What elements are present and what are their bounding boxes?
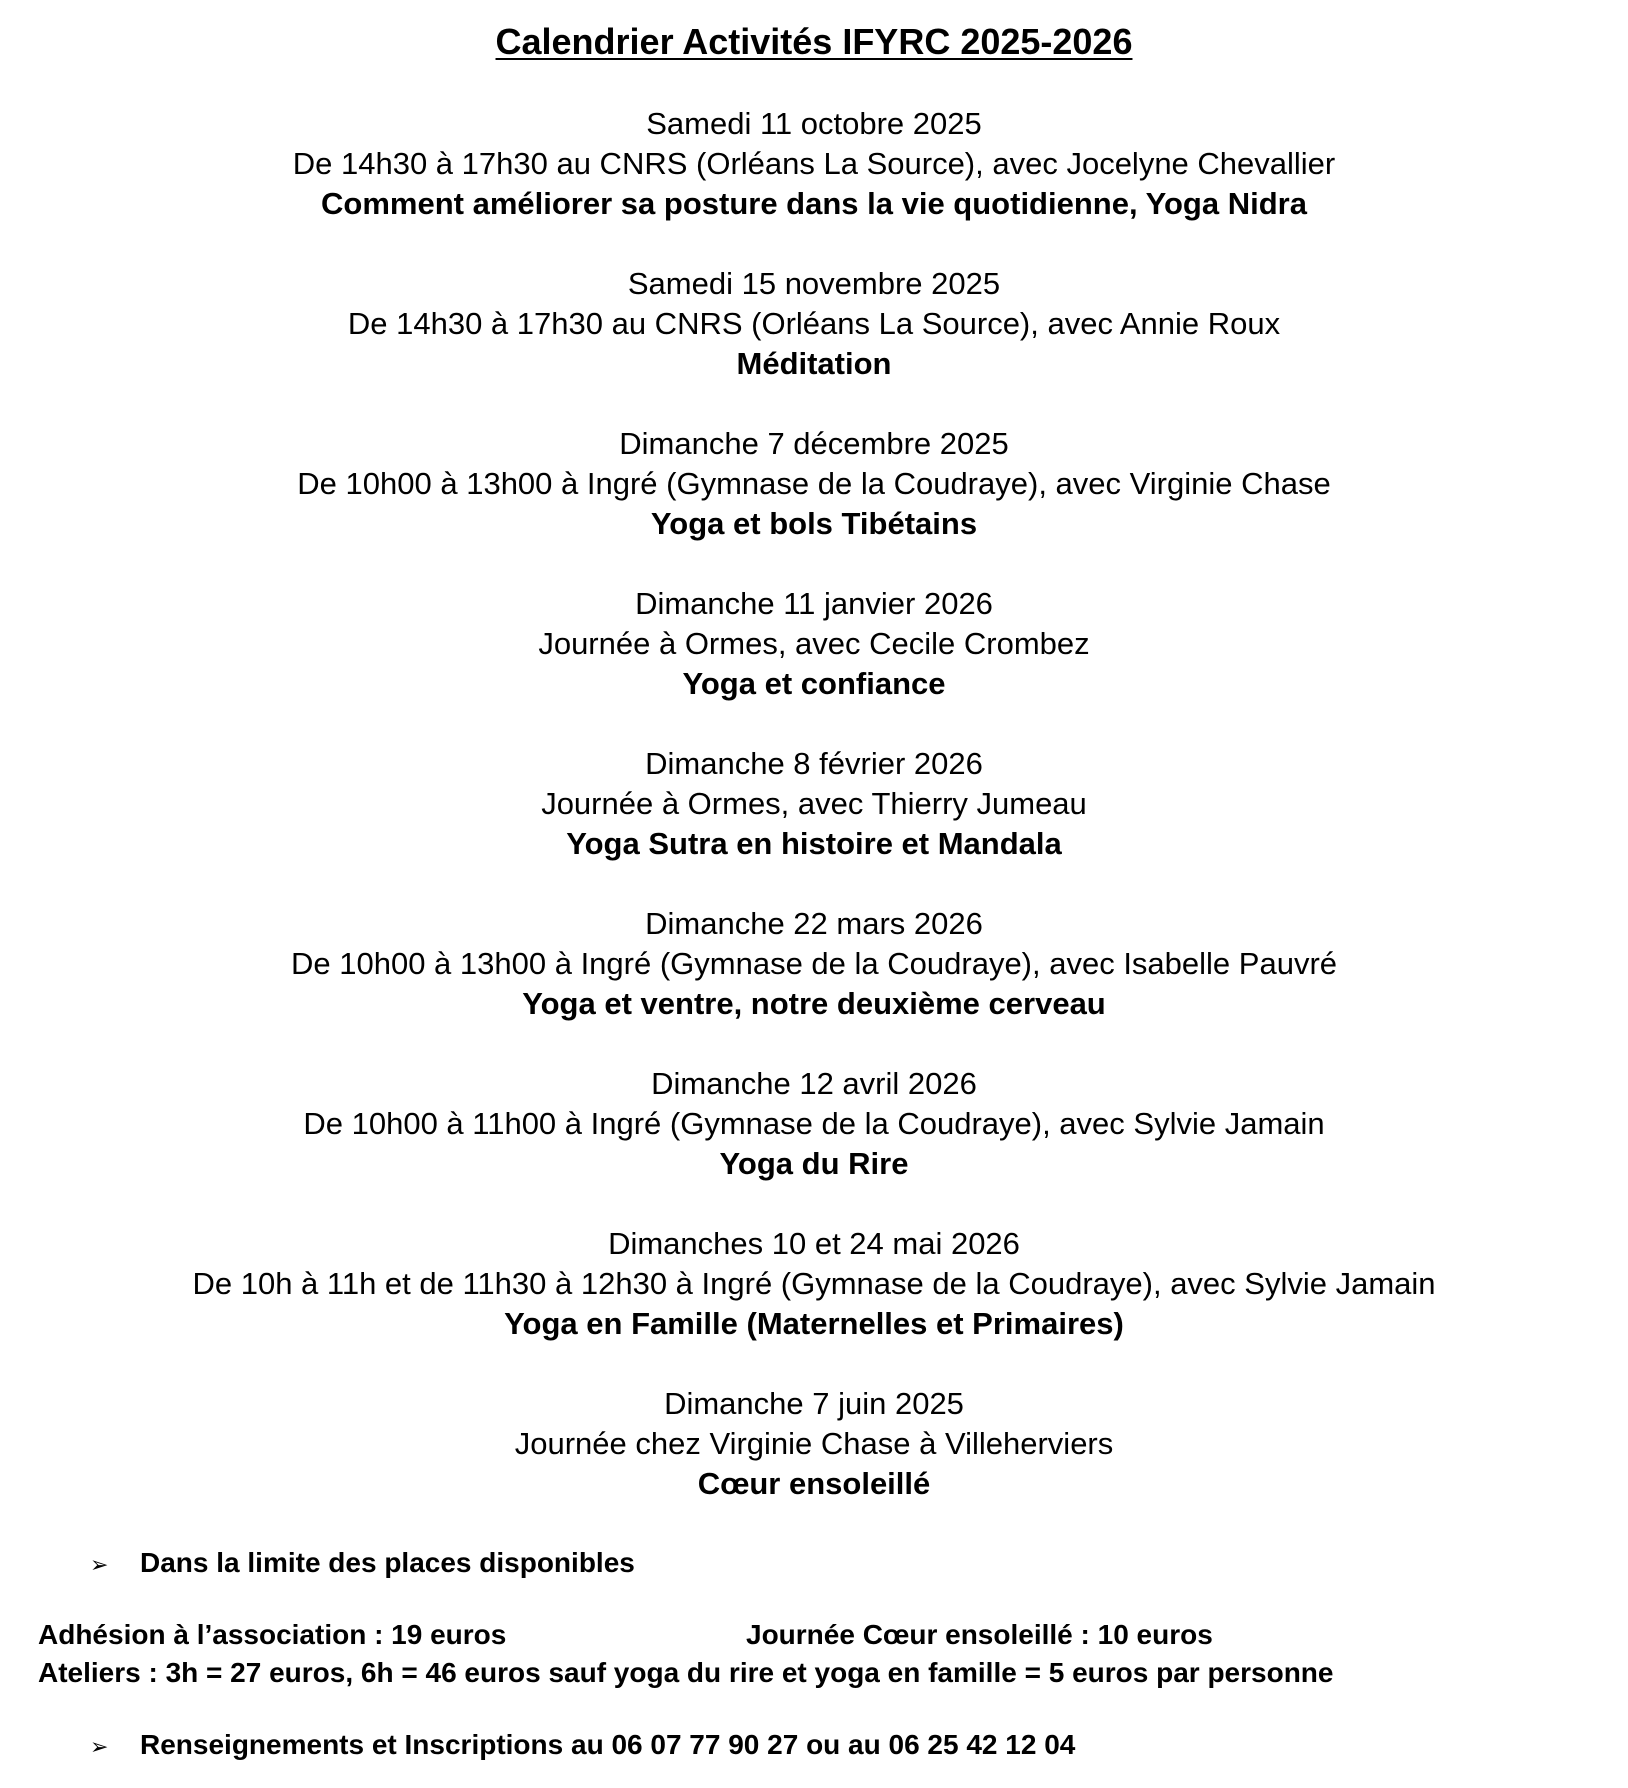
event-topic: Yoga et bols Tibétains [650,506,978,541]
event-item [0,264,1628,424]
event-date: Dimanche 8 février 2026 [645,746,983,781]
event-date: Dimanches 10 et 24 mai 2026 [608,1226,1020,1261]
event-detail: De 10h00 à 13h00 à Ingré (Gymnase de la Coudraye), avec Virginie Chase [297,466,1331,501]
event-date: Dimanche 7 juin 2025 [664,1386,964,1421]
event-item [0,584,1628,744]
event-date: Dimanche 11 janvier 2026 [635,586,993,621]
availability-note [90,1545,635,1583]
event-detail: Journée chez Virginie Chase à Villeherviers [514,1426,1114,1461]
event-topic: Yoga Sutra en histoire et Mandala [566,826,1062,861]
event-date: Dimanche 12 avril 2026 [651,1066,977,1101]
contact-text: Renseignements et Inscriptions au 06 07 77 90 27 ou au 06 25 42 12 04 [140,1729,1076,1760]
event-item [0,744,1628,904]
event-date: Samedi 15 novembre 2025 [627,266,1001,301]
event-detail: De 10h à 11h et de 11h30 à 12h30 à Ingré (Gymnase de la Coudraye), avec Sylvie Jamain [192,1266,1436,1301]
event-item [0,104,1628,264]
event-item [0,424,1628,584]
event-item [0,1064,1628,1224]
event-topic: Comment améliorer sa posture dans la vie quotidienne, Yoga Nidra [321,186,1307,221]
event-detail: De 14h30 à 17h30 au CNRS (Orléans La Source), avec Annie Roux [347,306,1281,341]
event-topic: Yoga en Famille (Maternelles et Primaires) [504,1306,1124,1341]
page-title [0,18,1628,66]
event-item [0,1224,1628,1384]
event-topic: Yoga et ventre, notre deuxième cerveau [522,986,1106,1021]
event-date: Dimanche 22 mars 2026 [645,906,983,941]
event-list [0,104,1628,1544]
event-item [0,1384,1628,1544]
event-topic: Yoga et confiance [682,666,946,701]
event-detail: Journée à Ormes, avec Cecile Crombez [538,626,1090,661]
page-title-text: Calendrier Activités IFYRC 2025-2026 [495,21,1133,62]
event-item [0,904,1628,1064]
arrow-bullet-icon: ➢ [90,1552,109,1577]
event-topic: Cœur ensoleillé [697,1466,931,1501]
event-detail: De 10h00 à 11h00 à Ingré (Gymnase de la Coudraye), avec Sylvie Jamain [303,1106,1325,1141]
event-topic: Méditation [736,346,892,381]
arrow-bullet-icon: ➢ [90,1734,109,1759]
event-detail: Journée à Ormes, avec Thierry Jumeau [541,786,1087,821]
event-detail: De 10h00 à 13h00 à Ingré (Gymnase de la Coudraye), avec Isabelle Pauvré [290,946,1338,981]
availability-text: Dans la limite des places disponibles [140,1547,635,1578]
event-date: Samedi 11 octobre 2025 [646,106,982,141]
contact-note [90,1727,1075,1765]
event-topic: Yoga du Rire [719,1146,909,1181]
workshop-fees: Ateliers : 3h = 27 euros, 6h = 46 euros sauf yoga du rire et yoga en famille = 5 euros par personne [38,1657,1334,1688]
sunny-day-fee: Journée Cœur ensoleillé : 10 euros [746,1619,1213,1650]
fees-row-membership [38,1616,1333,1654]
membership-fee: Adhésion à l’association : 19 euros [38,1619,507,1650]
event-detail: De 14h30 à 17h30 au CNRS (Orléans La Source), avec Jocelyne Chevallier [292,146,1336,181]
fees-row-workshops [38,1654,1333,1692]
fees-section [38,1616,1333,1692]
event-date: Dimanche 7 décembre 2025 [619,426,1009,461]
